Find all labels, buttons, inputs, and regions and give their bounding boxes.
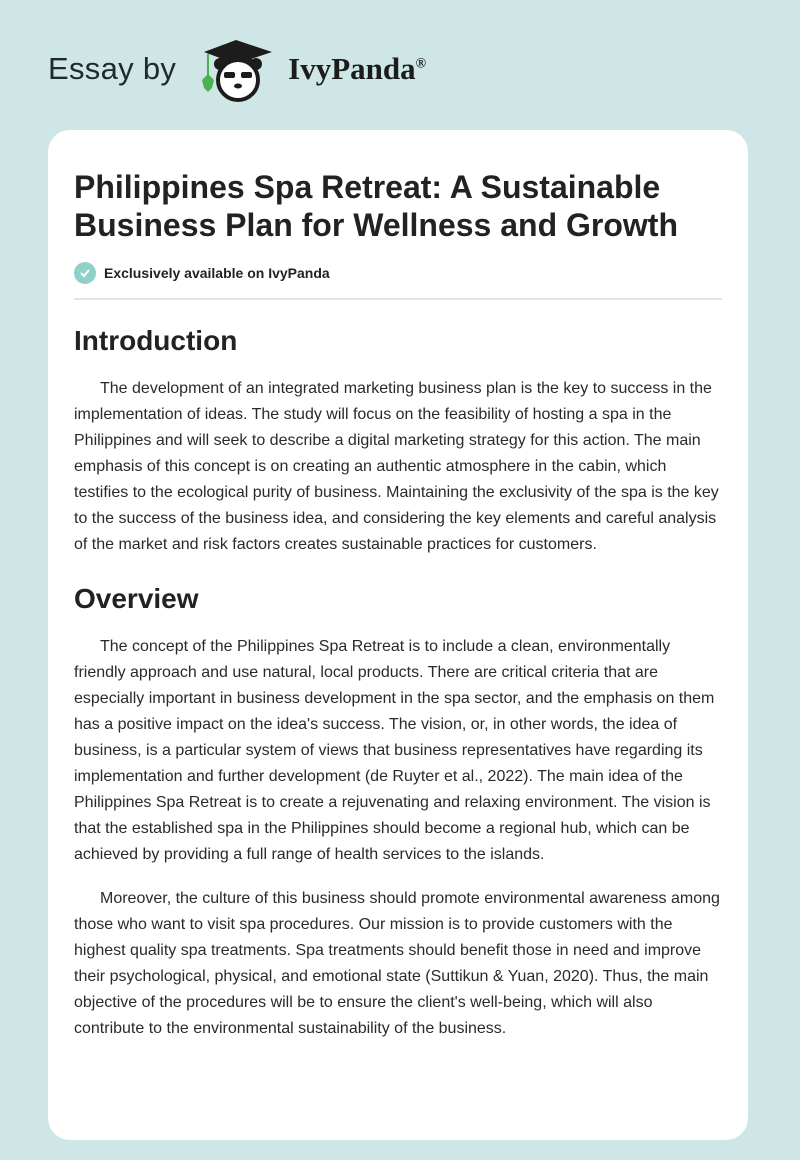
brand-text: IvyPanda — [288, 51, 416, 86]
site-header — [48, 34, 426, 104]
paragraph: The concept of the Philippines Spa Retreat is to include a clean, environmentally friendly approach and use natural, local products. There are critical criteria that are especially important in business development in the spa sector, and the emphasis on them has a positive impact on the idea's success. The vision, or, in other words, the idea of business, is a particular system of views that business representatives have regarding its implementation and further development (de Ruyter et al., 2022). The main idea of the Philippines Spa Retreat is to create a rejuvenating and relaxing environment. The vision is that the established spa in the Philippines should become a regional hub, which can be achieved by providing a full range of health services to the islands. — [74, 638, 715, 863]
section-heading-overview: Overview — [74, 583, 199, 614]
check-icon — [74, 262, 96, 284]
registered-mark: ® — [415, 56, 427, 72]
ivypanda-logo[interactable] — [196, 34, 426, 104]
brand-name — [288, 51, 426, 87]
section-heading-introduction: Introduction — [74, 325, 238, 356]
essay-card — [48, 130, 748, 1140]
panda-graduate-icon — [196, 34, 280, 104]
badge-text: Exclusively available on IvyPanda — [104, 265, 330, 281]
paragraph: Moreover, the culture of this business should promote environmental awareness among those who want to visit spa procedures. Our mission is to provide customers with the highest quality spa treatments. Spa treatments should benefit those in need and improve their psychological, physical, and emotional state (Suttikun & Yuan, 2020). Thus, the main objective of the procedures will be to ensure the client's well-being, which will also contribute to the environmental sustainability of the business. — [74, 890, 720, 1037]
divider — [74, 298, 722, 300]
exclusive-badge — [74, 262, 722, 284]
essay-by-label: Essay by — [48, 51, 177, 86]
paragraph: The development of an integrated marketing business plan is the key to success in the implementation of ideas. The study will focus on the feasibility of hosting a spa in the Philippines and will seek to describe a digital marketing strategy for this action. The main emphasis of this concept is on creating an authentic atmosphere in the cabin, which testifies to the ecological purity of business. Maintaining the exclusivity of the spa is the key to the success of the business idea, and considering the key elements and careful analysis of the market and risk factors creates sustainable practices for customers. — [74, 380, 719, 553]
essay-title: Philippines Spa Retreat: A Sustainable Business Plan for Wellness and Growth — [74, 169, 678, 243]
